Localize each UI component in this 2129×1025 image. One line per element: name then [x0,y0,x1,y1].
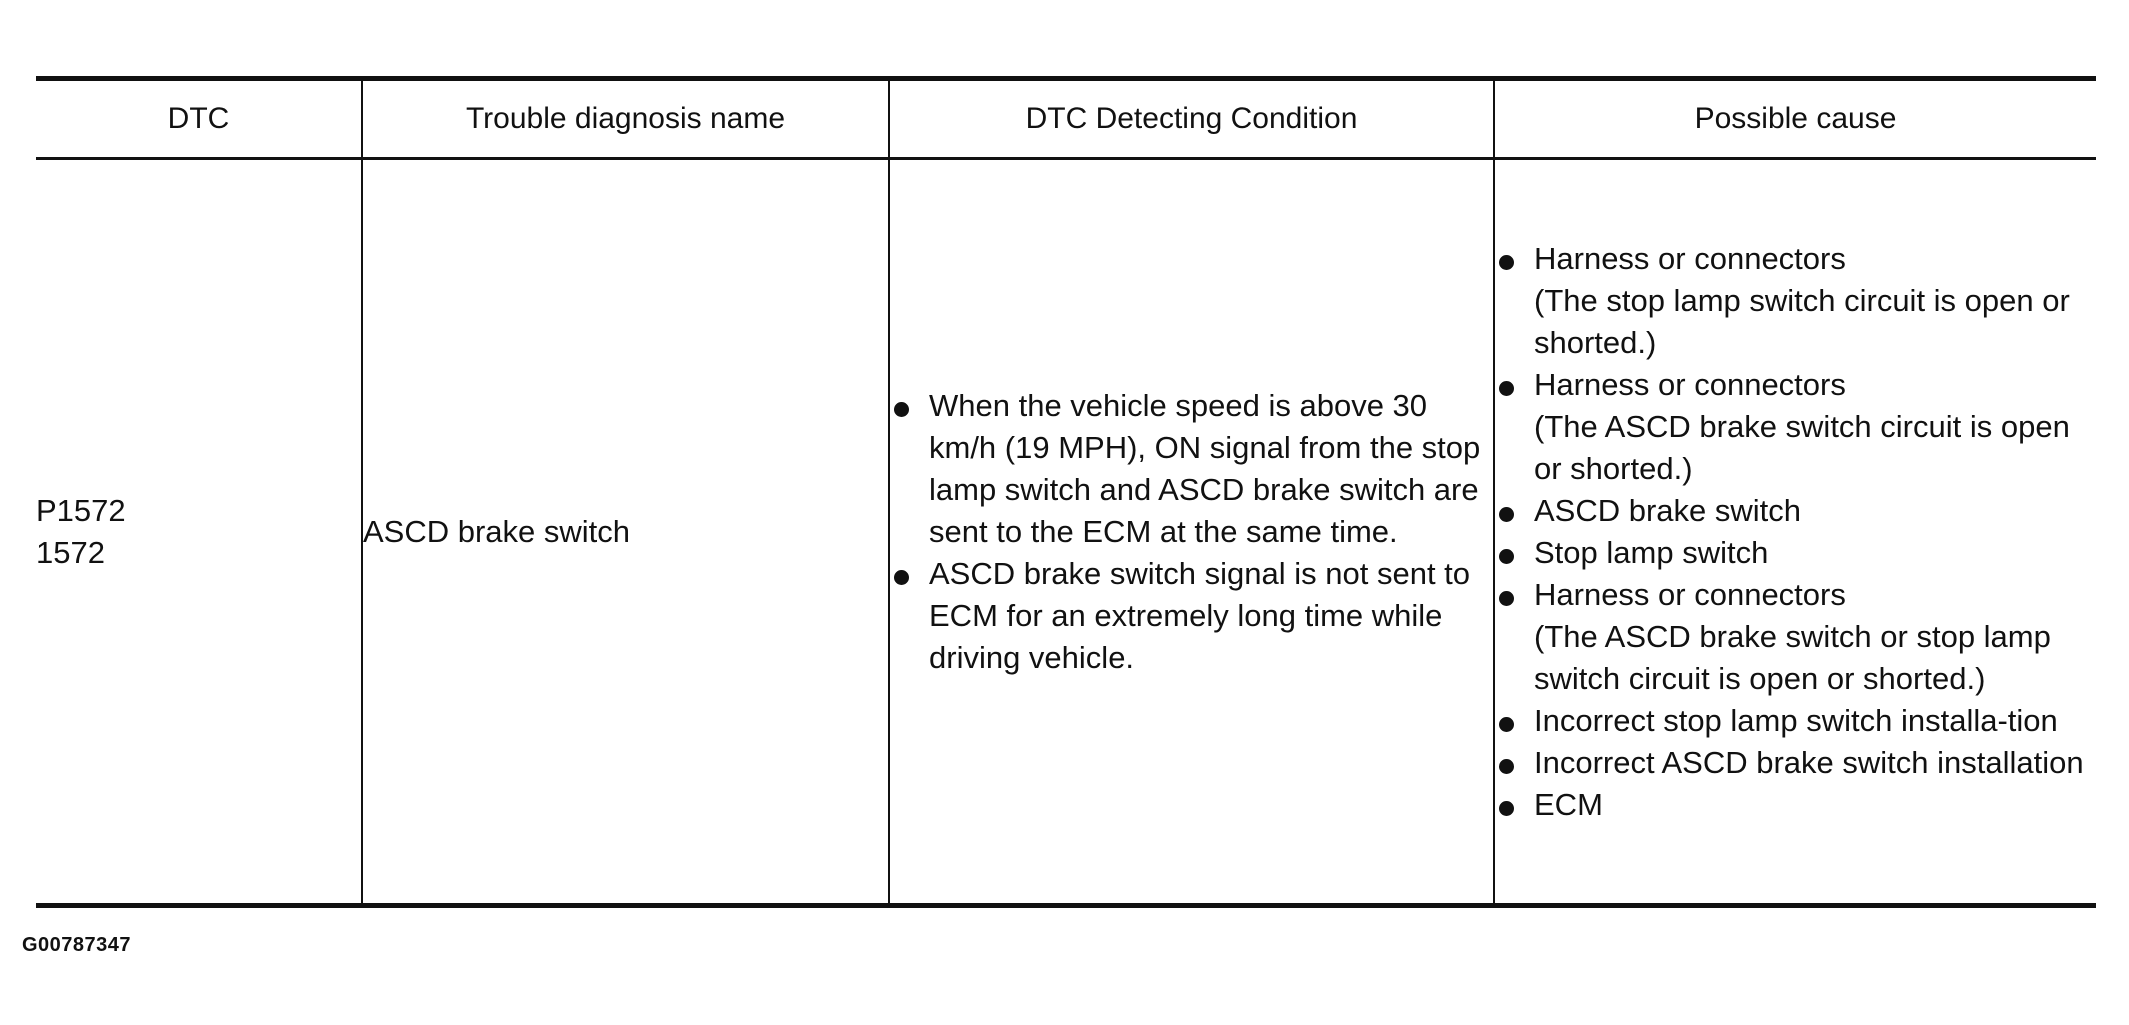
cause-label: ASCD brake switch [1534,492,1802,528]
header-dtc: DTC [36,79,362,159]
cause-item [1495,532,2096,574]
cause-label: Harness or connectors [1534,576,1846,612]
cause-item [1495,238,2096,364]
cause-item [1495,490,2096,532]
header-detecting-condition: DTC Detecting Condition [889,79,1494,159]
header-diagnosis-name: Trouble diagnosis name [362,79,889,159]
cause-label: Incorrect ASCD brake switch installation [1534,744,2084,780]
cause-label: Incorrect stop lamp switch installa-tion [1534,702,2058,738]
detecting-condition-cell [889,159,1494,906]
condition-item: When the vehicle speed is above 30 km/h (19 MPH), ON signal from the stop lamp switch and ASCD brake switch are sent to the ECM at the same time. [890,385,1487,553]
cause-label: Stop lamp switch [1534,534,1769,570]
condition-list [890,385,1493,679]
figure-id: G00787347 [22,934,132,956]
diagnosis-name-cell [362,159,889,906]
header-possible-cause: Possible cause [1494,79,2096,159]
cause-item [1495,700,2096,742]
cause-list [1495,234,2096,830]
cause-item [1495,784,2096,826]
cause-label: Harness or connectors [1534,366,1846,402]
cause-note: (The stop lamp switch circuit is open or shorted.) [1534,282,2070,360]
cause-label: Harness or connectors [1534,240,1846,276]
dtc-code: 1572 [36,534,105,570]
dtc-table [36,76,2096,908]
cause-item [1495,364,2096,490]
cause-note: (The ASCD brake switch or stop lamp switch circuit is open or shorted.) [1534,618,2051,696]
dtc-code: P1572 [36,492,126,528]
cause-item [1495,574,2096,700]
dtc-cell [36,159,362,906]
header-row [36,79,2096,159]
table-row [36,159,2096,906]
cause-note: (The ASCD brake switch circuit is open or shorted.) [1534,408,2070,486]
cause-item [1495,742,2096,784]
cause-label: ECM [1534,786,1603,822]
condition-item: ASCD brake switch signal is not sent to ECM for an extremely long time while driving vehicle. [890,553,1487,679]
diagnosis-name: ASCD brake switch [363,513,631,549]
possible-cause-cell [1494,159,2096,906]
